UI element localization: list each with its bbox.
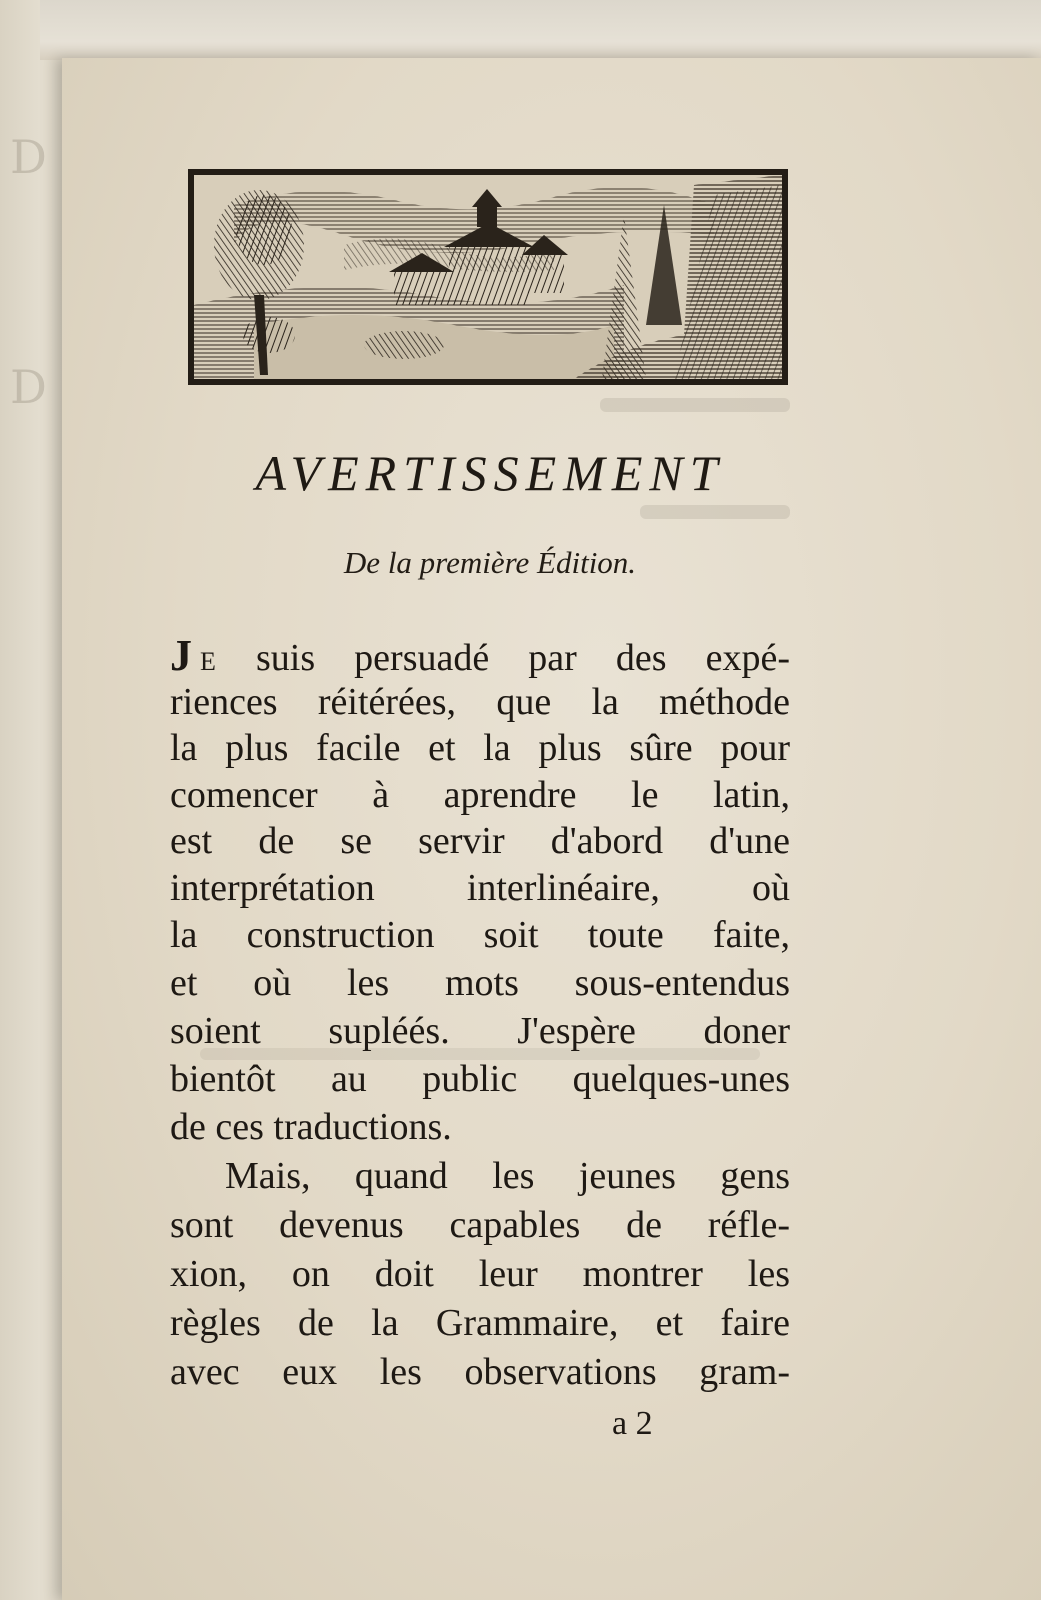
text-line: xion, on doit leur montrer les xyxy=(170,1253,790,1295)
text-line: et où les mots sous-entendus xyxy=(170,962,790,1004)
book-top-edge xyxy=(40,0,1041,60)
left-page-ghost-letter: D xyxy=(10,130,47,184)
page-subtitle: De la première Édition. xyxy=(343,545,637,580)
first-line-text: suis persuadé par des expé- xyxy=(255,637,790,679)
text-line: bientôt au public quelques-unes xyxy=(170,1058,790,1100)
text-line: règles de la Grammaire, et faire xyxy=(170,1302,790,1344)
text-line: interprétation interlinéaire, où xyxy=(170,867,790,909)
text-line: soient supléés. J'espère doner xyxy=(170,1010,790,1052)
page-title: AVERTISSEMENT xyxy=(255,445,725,501)
text-line: avec eux les observations gram- xyxy=(170,1351,790,1393)
bleed-through-mark xyxy=(600,398,790,412)
signature-mark: a 2 xyxy=(612,1405,653,1442)
text-line: comencer à aprendre le latin, xyxy=(170,774,790,816)
text-line-1 xyxy=(170,633,790,679)
text-line: riences réitérées, que la méthode xyxy=(170,681,790,723)
engraving-illustration xyxy=(188,169,788,385)
left-page-ghost-letter: D xyxy=(10,360,47,414)
small-caps-letter: E xyxy=(200,647,217,676)
drop-cap: J xyxy=(170,631,192,680)
landscape-woodcut xyxy=(194,175,782,379)
text-line: de ces traductions. xyxy=(170,1106,452,1148)
text-line: est de se servir d'abord d'une xyxy=(170,820,790,862)
text-line: la plus facile et la plus sûre pour xyxy=(170,727,790,769)
text-line: Mais, quand les jeunes gens xyxy=(225,1155,790,1197)
text-line: sont devenus capables de réfle- xyxy=(170,1204,790,1246)
text-line: la construction soit toute faite, xyxy=(170,914,790,956)
bleed-through-mark xyxy=(640,505,790,519)
